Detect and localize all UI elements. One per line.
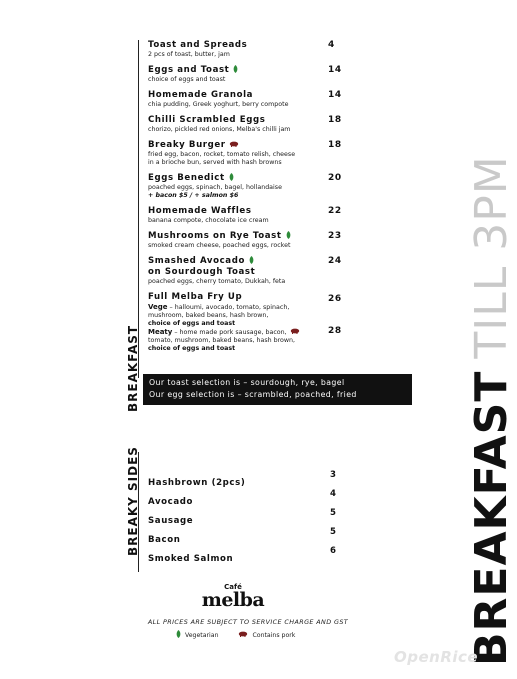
legend-vegetarian: Vegetarian xyxy=(185,632,219,639)
menu-item xyxy=(148,173,368,200)
meaty-desc-line2: tomato, mushroom, baked beans, hash brown, xyxy=(148,337,296,344)
side-price: 6 xyxy=(330,546,336,556)
vegetarian-leaf-icon xyxy=(233,65,238,73)
title-light: TILL 3PM xyxy=(466,155,517,359)
side-name: Hashbrown (2pcs) xyxy=(148,478,246,488)
item-name: Toast and Spreads xyxy=(148,40,248,50)
item-name: Homemade Granola xyxy=(148,90,254,100)
item-price: 18 xyxy=(328,140,342,150)
meaty-price: 28 xyxy=(328,326,342,336)
title-bold: BREAKFAST xyxy=(466,370,517,666)
vegetarian-leaf-icon xyxy=(176,630,181,638)
icon-legend xyxy=(176,630,336,639)
side-name: Avocado xyxy=(148,497,193,507)
pork-pig-icon xyxy=(229,141,239,147)
price-footnote: ALL PRICES ARE SUBJECT TO SERVICE CHARGE AND GST xyxy=(147,618,349,626)
item-description: in a brioche bun, served with hash browns xyxy=(148,159,282,166)
breakfast-menu-list xyxy=(148,40,368,359)
side-name: Sausage xyxy=(148,516,194,526)
item-price: 20 xyxy=(328,173,342,183)
cafe-melba-logo xyxy=(198,583,268,610)
fry-up-meaty xyxy=(148,328,368,353)
meaty-label: Meaty xyxy=(148,328,173,336)
item-description: chorizo, pickled red onions, Melba's chilli jam xyxy=(148,126,291,133)
item-description: 2 pcs of toast, butter, jam xyxy=(148,51,230,58)
vege-desc-line2: mushroom, baked beans, hash brown, xyxy=(148,312,269,319)
toast-selection: Our toast selection is – sourdough, rye, bagel xyxy=(149,378,345,387)
item-name-line2: on Sourdough Toast xyxy=(148,267,256,277)
side-price: 4 xyxy=(330,489,336,499)
vege-desc: – halloumi, avocado, tomato, spinach, xyxy=(167,304,290,311)
menu-item xyxy=(148,206,368,225)
menu-item xyxy=(148,140,368,167)
vege-price: 26 xyxy=(328,294,342,304)
sides-section-label: BREAKY SIDES xyxy=(126,446,140,556)
logo-cafe-text: Café xyxy=(224,583,242,591)
pork-pig-icon xyxy=(290,328,300,334)
breakfast-title xyxy=(466,155,517,666)
item-description: chia pudding, Greek yoghurt, berry compote xyxy=(148,101,289,108)
item-name: Eggs Benedict xyxy=(148,173,225,183)
item-name: Chilli Scrambled Eggs xyxy=(148,115,266,125)
legend-pork: Contains pork xyxy=(252,632,296,639)
menu-item xyxy=(148,256,368,286)
meaty-choice: choice of eggs and toast xyxy=(148,345,236,352)
item-description: poached eggs, cherry tomato, Dukkah, feta xyxy=(148,278,286,285)
menu-item xyxy=(148,231,368,250)
vegetarian-leaf-icon xyxy=(249,256,254,264)
side-name: Smoked Salmon xyxy=(148,554,234,564)
side-item xyxy=(148,508,348,527)
meaty-desc: – home made pork sausage, bacon, xyxy=(172,329,287,336)
menu-item xyxy=(148,115,368,134)
side-item xyxy=(148,546,348,565)
item-name: Full Melba Fry Up xyxy=(148,292,243,302)
openrice-watermark: OpenRice xyxy=(394,648,479,666)
vegetarian-leaf-icon xyxy=(229,173,234,181)
item-price: 23 xyxy=(328,231,342,241)
vegetarian-leaf-icon xyxy=(286,231,291,239)
breakfast-section-label: BREAKFAST xyxy=(126,324,140,412)
item-description: choice of eggs and toast xyxy=(148,76,226,83)
item-description: smoked cream cheese, poached eggs, rocket xyxy=(148,242,291,249)
item-name: Breaky Burger xyxy=(148,140,226,150)
menu-item xyxy=(148,90,368,109)
item-name: Eggs and Toast xyxy=(148,65,230,75)
sides-list xyxy=(148,470,348,565)
menu-item xyxy=(148,65,368,84)
menu-item-fry-up xyxy=(148,292,368,353)
side-price: 3 xyxy=(330,470,336,480)
logo-melba-text: melba xyxy=(201,589,265,611)
item-price: 4 xyxy=(328,40,335,50)
item-addons: + bacon $5 / + salmon $6 xyxy=(148,192,239,199)
side-price: 5 xyxy=(330,527,336,537)
side-item xyxy=(148,527,348,546)
item-price: 14 xyxy=(328,65,342,75)
item-price: 18 xyxy=(328,115,342,125)
item-name: Mushrooms on Rye Toast xyxy=(148,231,282,241)
vege-choice: choice of eggs and toast xyxy=(148,320,236,327)
item-price: 22 xyxy=(328,206,342,216)
side-name: Bacon xyxy=(148,535,181,545)
item-price: 14 xyxy=(328,90,342,100)
item-price: 24 xyxy=(328,256,342,266)
item-description: poached eggs, spinach, bagel, hollandaise xyxy=(148,184,282,191)
item-name: Smashed Avocado xyxy=(148,256,245,266)
side-item xyxy=(148,489,348,508)
egg-selection: Our egg selection is – scrambled, poached, fried xyxy=(149,390,357,399)
pork-pig-icon xyxy=(238,631,248,637)
item-name: Homemade Waffles xyxy=(148,206,252,216)
vege-label: Vege xyxy=(148,303,168,311)
menu-item xyxy=(148,40,368,59)
side-item xyxy=(148,470,348,489)
item-description: banana compote, chocolate ice cream xyxy=(148,217,269,224)
item-description: fried egg, bacon, rocket, tomato relish, cheese xyxy=(148,151,296,158)
side-price: 5 xyxy=(330,508,336,518)
selection-info-box xyxy=(143,374,412,405)
